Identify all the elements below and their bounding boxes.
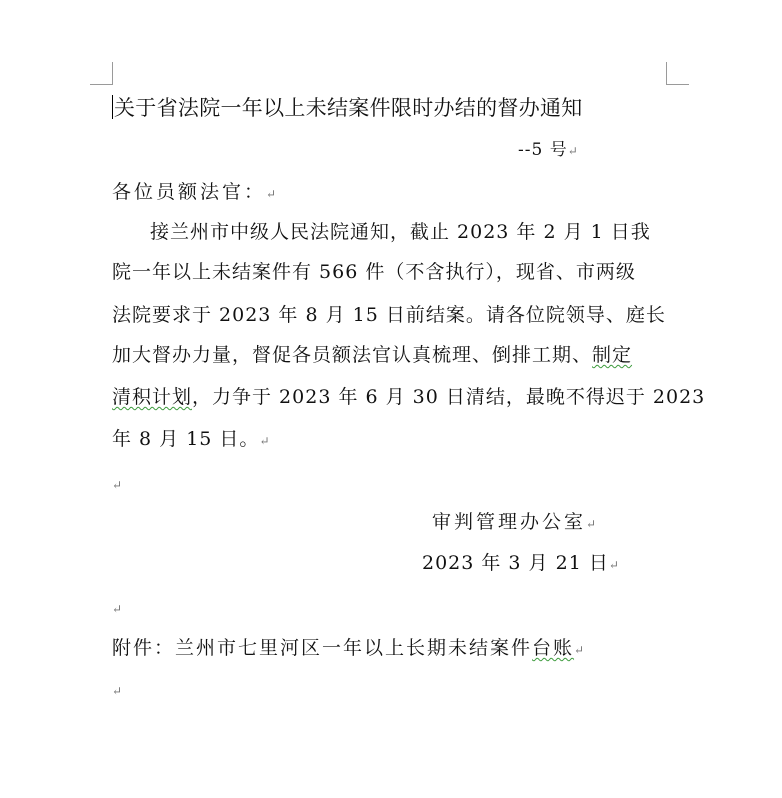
grammar-squiggle-2[interactable]: 清积计划	[112, 386, 193, 408]
body-line-4	[112, 343, 667, 367]
text-cursor	[112, 95, 113, 119]
body-line-5	[112, 385, 706, 409]
paragraph-mark: ↵	[259, 434, 270, 448]
greeting-line	[112, 180, 276, 206]
body-line-6	[112, 427, 667, 453]
signature-office	[432, 510, 596, 536]
date-text: 2023 年 3 月 21 日	[422, 552, 609, 574]
title-text: 关于省法院一年以上未结案件限时办结的督办通知	[114, 96, 583, 120]
empty-paragraph-mark: ↵	[112, 602, 123, 616]
empty-paragraph-mark: ↵	[112, 684, 123, 698]
greeting-text: 各位员额法官：	[112, 181, 267, 203]
paragraph-mark: ↵	[266, 187, 277, 201]
paragraph-mark: ↵	[567, 144, 578, 158]
body-line-5-text: ，力争于 2023 年 6 月 30 日清结，最晚不得迟于 2023	[192, 386, 706, 408]
margin-corner-top-right	[666, 62, 689, 85]
office-text: 审判管理办公室	[432, 511, 587, 533]
paragraph-mark: ↵	[608, 558, 619, 572]
paragraph-mark: ↵	[586, 517, 597, 531]
signature-date	[422, 551, 619, 577]
margin-corner-top-left	[90, 62, 113, 85]
document-number	[518, 138, 578, 163]
document-title[interactable]	[112, 95, 583, 120]
paragraph-mark: ↵	[574, 643, 585, 657]
number-text: --5 号	[518, 140, 568, 160]
body-line-6-text: 年 8 月 15 日。	[112, 428, 260, 450]
body-line-2: 院一年以上未结案件有 566 件（不含执行），现省、市两级	[112, 261, 636, 283]
attachment-line	[112, 636, 584, 662]
grammar-squiggle-1[interactable]: 制定	[592, 344, 633, 366]
grammar-squiggle-3[interactable]: 台账	[532, 637, 575, 659]
attachment-text: 附件：兰州市七里河区一年以上长期未结案件	[112, 637, 533, 659]
body-line-3: 法院要求于 2023 年 8 月 15 日前结案。请各位院领导、庭长	[112, 304, 666, 326]
body-line-4-text: 加大督办力量，督促各员额法官认真梳理、倒排工期、	[112, 344, 593, 366]
empty-paragraph-mark: ↵	[112, 478, 123, 492]
body-line-1: 接兰州市中级人民法院通知，截止 2023 年 2 月 1 日我	[150, 221, 651, 243]
